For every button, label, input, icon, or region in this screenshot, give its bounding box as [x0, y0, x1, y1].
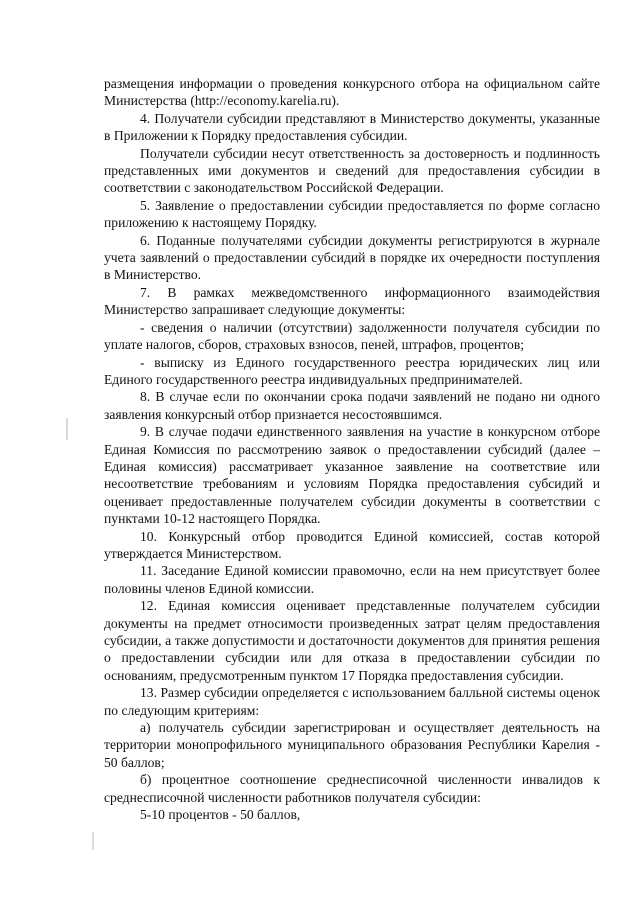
paragraph-continuation: размещения информации о проведения конкурсного отбора на официальном сайте Министерства (http://economy.karelia.ru). — [104, 76, 600, 109]
scan-artifact — [92, 832, 94, 850]
list-item-tax-debt: - сведения о наличии (отсутствии) задолженности получателя субсидии по уплате налогов, сборов, страховых взносов, пеней, штрафов, процентов; — [104, 319, 600, 353]
document-body — [104, 75, 600, 823]
paragraph-11: 11. Заседание Единой комиссии правомочно, если на нем присутствует более половины членов Единой комиссии. — [104, 563, 600, 596]
paragraph-6: 6. Поданные получателями субсидии документы регистрируются в журнале учета заявлений о предоставлении субсидий в порядке их очередности поступления в Министерство. — [104, 232, 600, 283]
criterion-a: а) получатель субсидии зарегистрирован и осуществляет деятельность на территории монопрофильного муниципального образования Республики Карелия - 50 баллов; — [104, 720, 600, 770]
paragraph-13: 13. Размер субсидии определяется с использованием балльной системы оценок по следующим критериям: — [104, 685, 600, 718]
paragraph-9: 9. В случае подачи единственного заявления на участие в конкурсном отборе Единая Комиссия по рассмотрению заявок о предоставлении субсидий (далее – Единая комиссия) рассматривает указанное заявление на соответствие или несоответствие требованиям и условиям Порядка предоставления субсидий и оценивает предоставленные получателем субсидии документы в соответствии с пунктами 10-12 настоящего Порядка. — [104, 424, 600, 527]
paragraph-7: 7. В рамках межведомственного информационного взаимодействия Министерство запрашивает следующие документы: — [104, 284, 600, 318]
scan-artifact — [66, 418, 68, 440]
paragraph-5: 5. Заявление о предоставлении субсидии предоставляется по форме согласно приложению к настоящему Порядку. — [104, 197, 600, 231]
list-item-registry-extract: - выписку из Единого государственного реестра юридических лиц или Единого государственного реестра индивидуальных предпринимателей. — [104, 354, 600, 387]
paragraph-12: 12. Единая комиссия оценивает представленные получателем субсидии документы на предмет относимости произведенных затрат целям предоставления субсидии, а также допустимости и достаточности документов для принятия решения о предоставлении субсидии или для отказа в предоставлении субсидии по основаниям, предусмотренным пунктом 17 Порядка предоставления субсидии. — [104, 598, 600, 683]
criterion-b-range: 5-10 процентов - 50 баллов, — [140, 807, 301, 823]
paragraph-4: 4. Получатели субсидии представляют в Министерство документы, указанные в Приложении к Порядку предоставления субсидии. — [104, 110, 600, 144]
criterion-b: б) процентное соотношение среднесписочной численности инвалидов к среднесписочной численности работников получателя субсидии: — [104, 772, 600, 805]
paragraph-10: 10. Конкурсный отбор проводится Единой комиссией, состав которой утверждается Министерством. — [104, 528, 600, 561]
paragraph-8: 8. В случае если по окончании срока подачи заявлений не подано ни одного заявления конкурсный отбор признается несостоявшимся. — [104, 389, 600, 422]
paragraph-responsibility: Получатели субсидии несут ответственность за достоверность и подлинность представленных ими документов и сведений для предоставления субсидии в соответствии с законодательством Российской Федерации. — [104, 145, 600, 196]
